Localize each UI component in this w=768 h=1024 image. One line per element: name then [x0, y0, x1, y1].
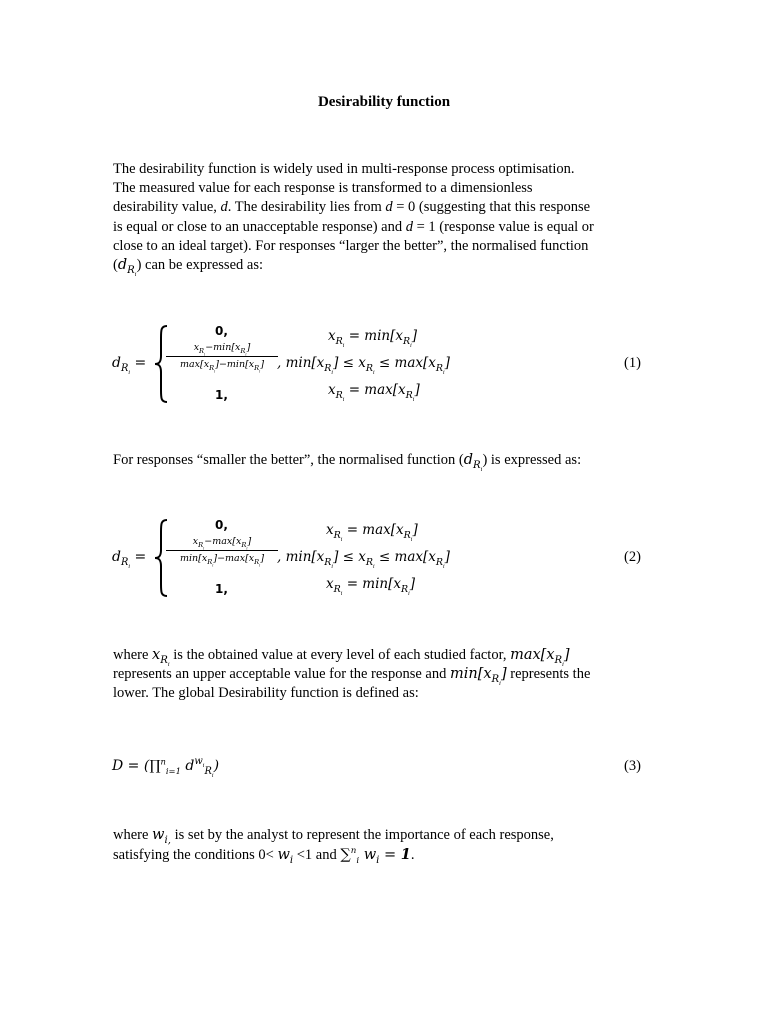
intro-line-5: close to an ideal target). For responses “larger the better”, the normalised function	[113, 237, 589, 254]
eq2-lhs: $d_{R_i}$ =	[112, 549, 147, 570]
intro-line-2: The measured value for each response is transformed to a dimensionless	[113, 180, 533, 197]
intro-paragraph	[113, 160, 656, 278]
intro-line-1: The desirability function is widely used in multi-response process optimisation.	[113, 161, 575, 177]
intro-line-4: is equal or close to an unacceptable response) and d = 1 (response value is equal or	[113, 218, 594, 235]
eq1-number: (1)	[624, 355, 641, 371]
equation-3	[0, 755, 768, 785]
smaller-paragraph: For responses “smaller the better”, the normalised function $(d_{R_i})$ is expressed as:	[113, 452, 582, 473]
eq2-condition-bottom: $x_{R_i} = \min[x_{R_i}]$	[326, 576, 416, 597]
eq2-numerator: $x_{R_i}-\max[x_{R_i}]$	[166, 536, 278, 551]
eq2-fraction	[166, 536, 278, 568]
eq2-condition-top: $x_{R_i} = \max[x_{R_i}]$	[326, 522, 418, 543]
equation-1	[0, 322, 768, 408]
eq2-denominator: $\min[x_{R_i}]-\max[x_{R_i}]$	[179, 553, 265, 568]
eq1-denominator: $\max[x_{R_i}]-\min[x_{R_i}]$	[179, 359, 265, 374]
eq2-case-bottom: 1,	[215, 582, 228, 596]
eq1-case-top: 0,	[215, 324, 228, 338]
eq1-condition-bottom: $x_{R_i} = \max[x_{R_i}]$	[328, 382, 420, 403]
intro-line-3: desirability value, d. The desirability lies from d = 0 (suggesting that this response	[113, 199, 591, 216]
equation-2	[0, 516, 768, 602]
eq3-expression: D = (∏$^n_{i=1}$ $d^{w_i}_{R_i}$)	[112, 756, 220, 779]
eq1-lhs: $d_{R_i}$ =	[112, 355, 147, 376]
eq2-condition-middle: , $\min[x_{R_i}] \le x_{R_i} \le \max[x_{R_i}]$	[277, 549, 450, 570]
eq1-fraction	[166, 342, 278, 374]
intro-line-6: $(d_{R_i})$ can be expressed as:	[113, 257, 263, 278]
where-paragraph-2: where $w_{i,}$ is set by the analyst to represent the importance of each response, satisfying the conditions $0< w_i <1$ and ∑$^n_i$ $w_i = 1$.	[113, 827, 554, 867]
eq2-number: (2)	[624, 549, 641, 565]
eq2-case-top: 0,	[215, 518, 228, 532]
eq1-case-bottom: 1,	[215, 388, 228, 402]
eq1-condition-middle: , $\min[x_{R_i}] \le x_{R_i} \le \max[x_{R_i}]$	[277, 355, 450, 376]
eq3-number: (3)	[624, 758, 641, 774]
where-paragraph-1: where $x_{R_i}$ is the obtained value at every level of each studied factor, $\max[x_{R_i}]$ represents an upper acceptable value for the response and $\min[x_{R_i}]$ represents the lower. The global Desirability function is defined as:	[113, 647, 591, 702]
page-title: Desirability function	[317, 94, 451, 110]
eq1-condition-top: $x_{R_i} = \min[x_{R_i}]$	[328, 328, 418, 349]
eq1-numerator: $x_{R_i}-\min[x_{R_i}]$	[166, 342, 278, 357]
